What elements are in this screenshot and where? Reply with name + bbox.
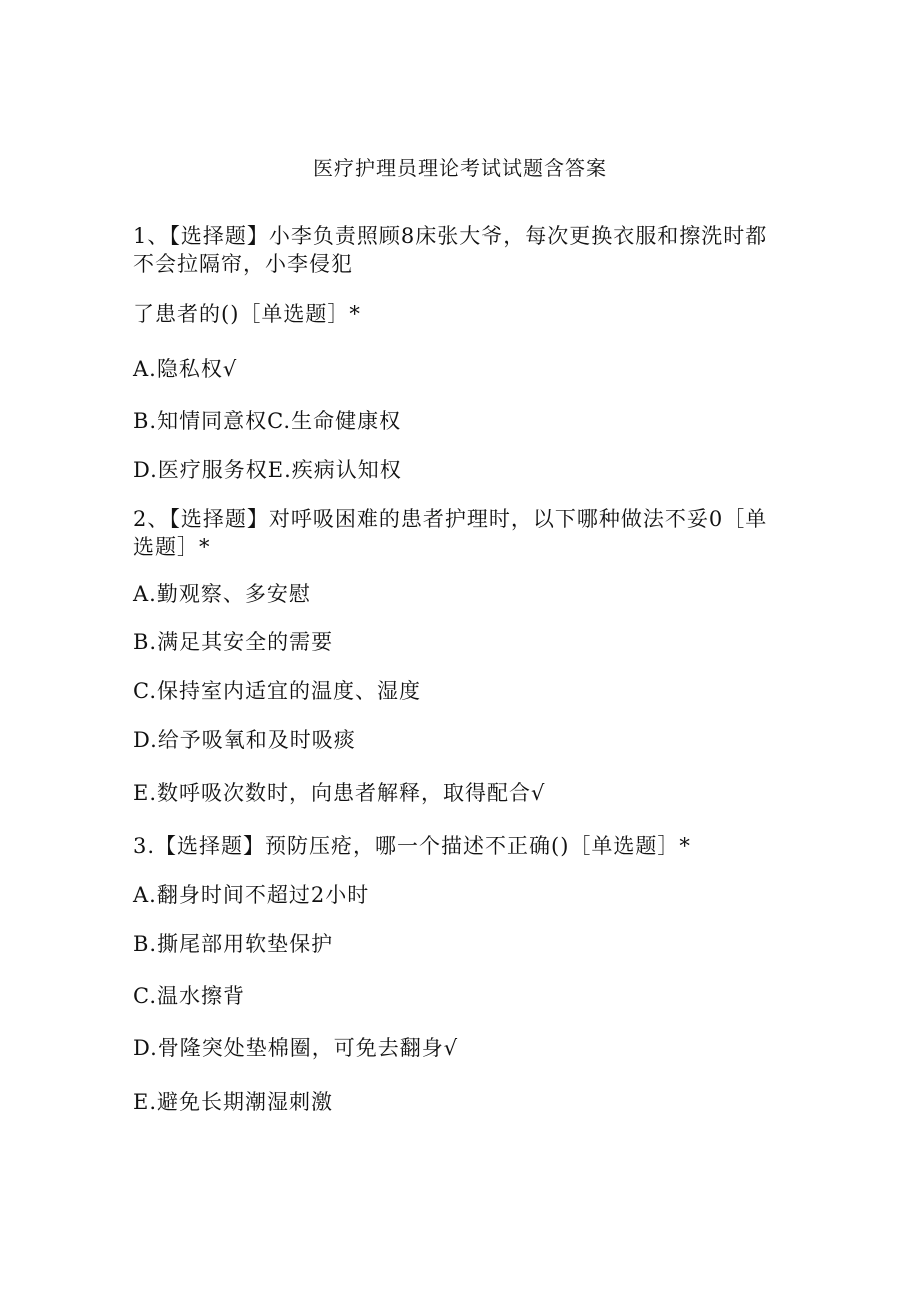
question-2-option-c: C.保持室内适宜的温度、湿度 [133, 679, 421, 703]
question-3-option-d: D.骨隆突处垫棉圈，可免去翻身√ [133, 1036, 459, 1060]
document-title: 医疗护理员理论考试试题含答案 [313, 156, 607, 180]
question-2-option-a: A.勤观察、多安慰 [133, 582, 311, 606]
question-3-option-e: E.避免长期潮湿刺激 [133, 1090, 334, 1114]
question-1-stem: 1、【选择题】小李负责照顾8床张大爷，每次更换衣服和擦洗时都不会拉隔帘，小李侵犯 [133, 224, 768, 276]
question-2-option-d: D.给予吸氧和及时吸痰 [133, 728, 356, 752]
question-3-option-a: A.翻身时间不超过2小时 [133, 883, 370, 907]
question-1-option-a: A.隐私权√ [133, 357, 238, 381]
question-3-stem: 3.【选择题】预防压疮，哪一个描述不正确()［单选题］* [133, 834, 691, 858]
question-2-option-e: E.数呼吸次数时，向患者解释，取得配合√ [133, 781, 546, 805]
question-1-stem-continued: 了患者的()［单选题］* [133, 302, 361, 326]
question-3-option-c: C.温水擦背 [133, 984, 245, 1008]
question-3-option-b: B.撕尾部用软垫保护 [133, 932, 334, 956]
question-2-stem: 2、【选择题】对呼吸困难的患者护理时，以下哪种做法不妥0［单选题］* [133, 507, 768, 559]
question-1-option-de: D.医疗服务权E.疾病认知权 [133, 458, 402, 482]
question-1-option-bc: B.知情同意权C.生命健康权 [133, 409, 402, 433]
question-2-option-b: B.满足其安全的需要 [133, 630, 334, 654]
